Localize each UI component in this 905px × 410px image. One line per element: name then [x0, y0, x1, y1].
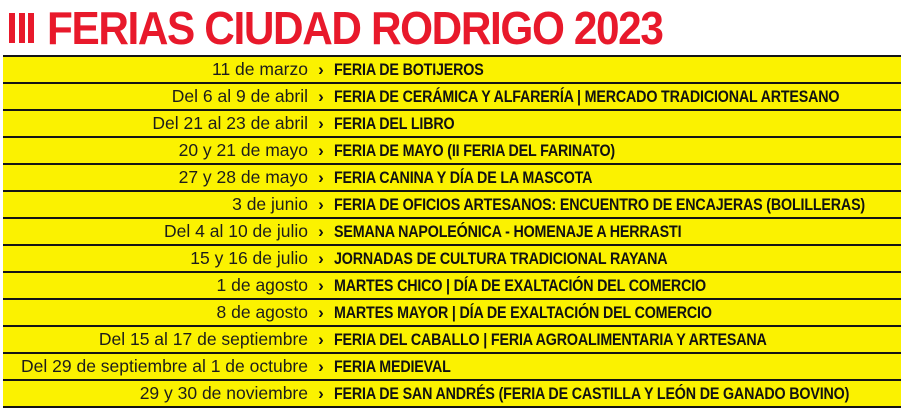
fair-date: 8 de agosto	[216, 302, 308, 322]
fair-date: 11 de marzo	[212, 59, 308, 79]
fair-name-text: FERIA DE MAYO (II FERIA DEL FARINATO)	[334, 140, 615, 160]
fair-name-text: FERIA CANINA Y DÍA DE LA MASCOTA	[334, 167, 593, 187]
fair-name-text: FERIA DE SAN ANDRÉS (FERIA DE CASTILLA Y LEÓN DE GANADO BOVINO)	[334, 383, 850, 403]
arrow-right-icon: ›	[318, 222, 324, 241]
bar-icon	[28, 13, 34, 43]
fair-schedule-table	[3, 55, 901, 408]
fair-date: Del 21 al 23 de abril	[152, 113, 308, 133]
fair-date: 27 y 28 de mayo	[178, 167, 308, 187]
fair-date: Del 6 al 9 de abril	[171, 86, 308, 106]
fair-name	[334, 168, 901, 188]
fair-name	[334, 276, 901, 296]
fair-row	[3, 381, 901, 408]
arrow-right-icon: ›	[318, 195, 324, 214]
fair-name	[334, 141, 901, 161]
fair-name-text: FERIA MEDIEVAL	[334, 356, 451, 376]
fair-date: 3 de junio	[232, 194, 308, 214]
fair-date: 29 y 30 de noviembre	[139, 383, 308, 403]
fair-date: Del 15 al 17 de septiembre	[98, 329, 308, 349]
fair-name-text: FERIA DEL CABALLO | FERIA AGROALIMENTARIA Y ARTESANA	[334, 329, 767, 349]
arrow-right-icon: ›	[318, 384, 324, 403]
page-header	[0, 0, 905, 55]
fair-name-text: FERIA DE OFICIOS ARTESANOS: ENCUENTRO DE ENCAJERAS (BOLILLERAS)	[334, 194, 866, 214]
fair-row	[3, 327, 901, 354]
fair-name	[334, 303, 901, 323]
fair-name	[334, 330, 901, 350]
fair-name-text: FERIA DEL LIBRO	[334, 113, 455, 133]
fair-name-text: MARTES CHICO | DÍA DE EXALTACIÓN DEL COMERCIO	[334, 275, 706, 295]
fair-date: 20 y 21 de mayo	[178, 140, 308, 160]
arrow-right-icon: ›	[318, 249, 324, 268]
arrow-right-icon: ›	[318, 114, 324, 133]
arrow-right-icon: ›	[318, 330, 324, 349]
fair-row	[3, 354, 901, 381]
fair-row	[3, 273, 901, 300]
fair-date: 1 de agosto	[216, 275, 308, 295]
fair-name-text: FERIA DE BOTIJEROS	[334, 59, 484, 79]
fair-name	[334, 114, 901, 134]
arrow-right-icon: ›	[318, 87, 324, 106]
fair-name-text: SEMANA NAPOLEÓNICA - HOMENAJE A HERRASTI	[334, 221, 682, 241]
fair-row	[3, 84, 901, 111]
arrow-right-icon: ›	[318, 357, 324, 376]
fair-name	[334, 60, 901, 80]
fair-name	[334, 87, 901, 107]
fair-name	[334, 195, 901, 215]
fair-name-text: JORNADAS DE CULTURA TRADICIONAL RAYANA	[334, 248, 668, 268]
arrow-right-icon: ›	[318, 141, 324, 160]
fair-date: Del 29 de septiembre al 1 de octubre	[21, 356, 308, 376]
bar-icon	[9, 13, 15, 43]
bar-icon	[19, 13, 25, 43]
fair-date: Del 4 al 10 de julio	[164, 221, 308, 241]
fair-row	[3, 300, 901, 327]
fair-date: 15 y 16 de julio	[190, 248, 308, 268]
fair-name-text: FERIA DE CERÁMICA Y ALFARERÍA | MERCADO TRADICIONAL ARTESANO	[334, 86, 840, 106]
fair-name	[334, 249, 901, 269]
arrow-right-icon: ›	[318, 168, 324, 187]
fair-row	[3, 138, 901, 165]
fair-row	[3, 219, 901, 246]
fair-name-text: MARTES MAYOR | DÍA DE EXALTACIÓN DEL COMERCIO	[334, 302, 712, 322]
fair-name	[334, 357, 901, 377]
fair-row	[3, 165, 901, 192]
fair-name	[334, 384, 901, 404]
fair-name	[334, 222, 901, 242]
page-title: FERIAS CIUDAD RODRIGO 2023	[47, 1, 663, 54]
arrow-right-icon: ›	[318, 303, 324, 322]
fair-row	[3, 192, 901, 219]
fair-row	[3, 111, 901, 138]
fair-row	[3, 246, 901, 273]
arrow-right-icon: ›	[318, 60, 324, 79]
fair-row	[3, 57, 901, 84]
arrow-right-icon: ›	[318, 276, 324, 295]
three-vertical-bars-icon	[9, 13, 34, 43]
